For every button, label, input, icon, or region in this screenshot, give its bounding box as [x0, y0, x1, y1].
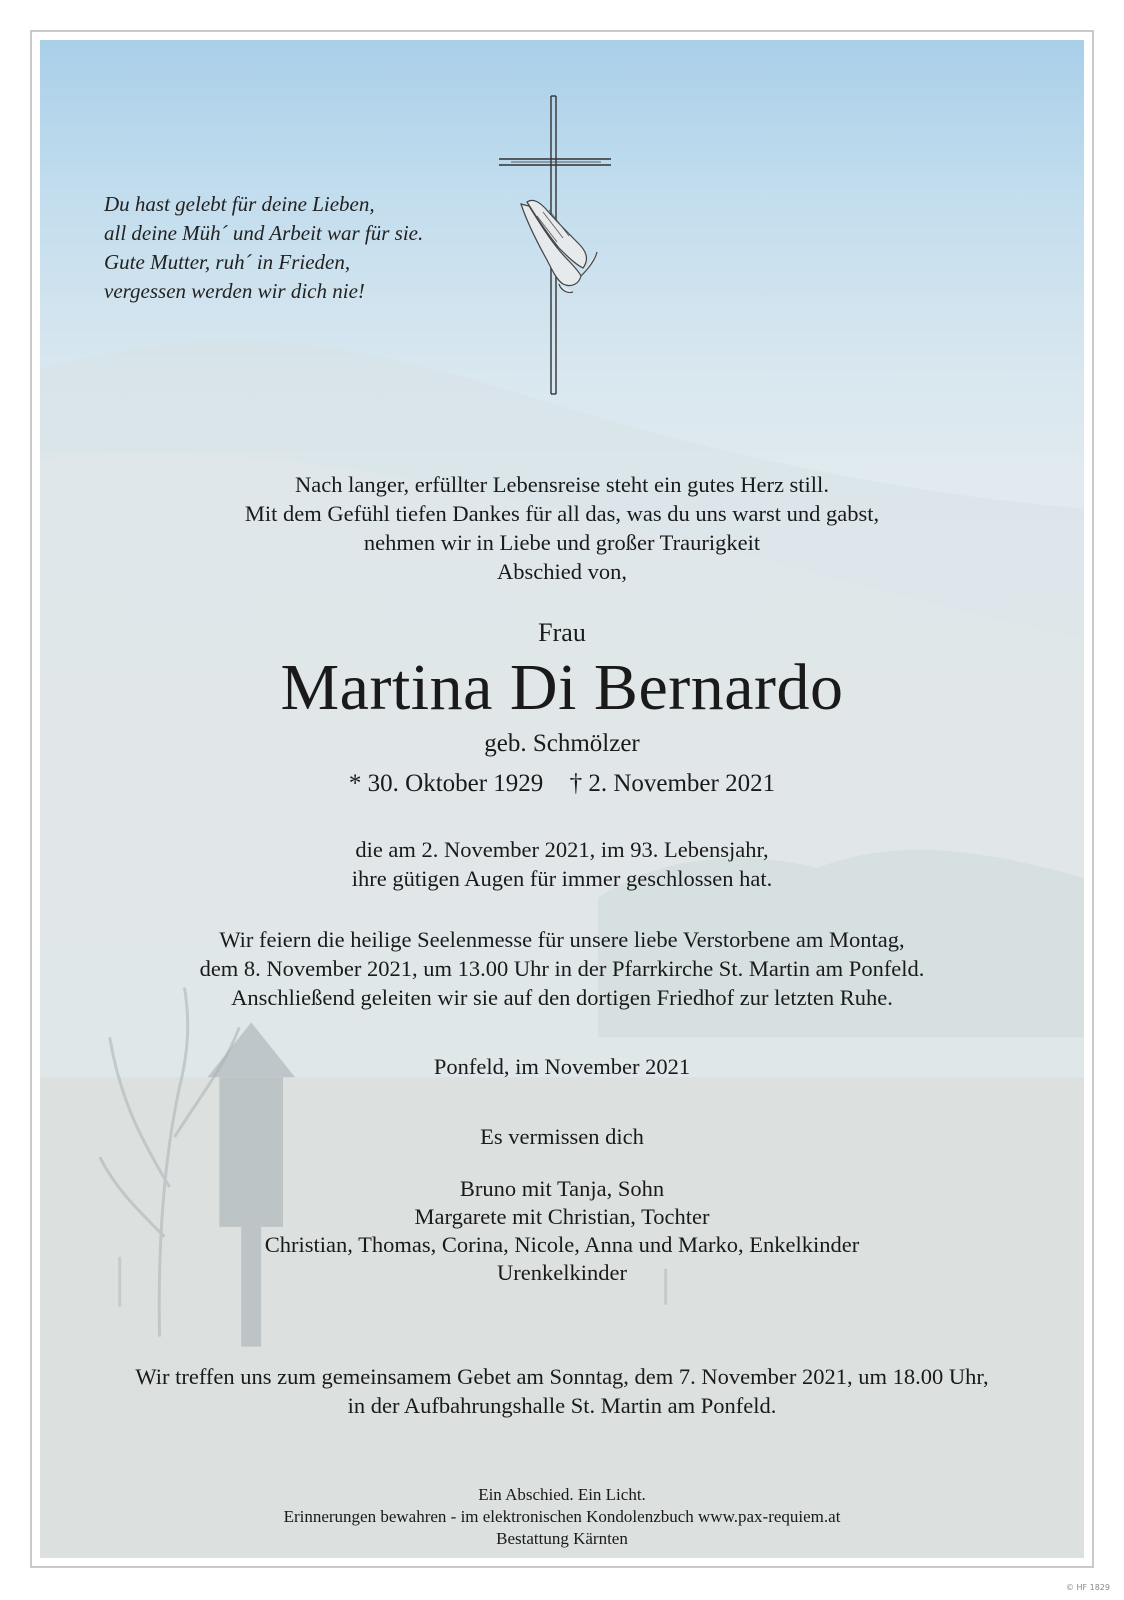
print-stamp: © HF 1829 — [1065, 1583, 1110, 1592]
prayer-line: Wir treffen uns zum gemeinsamem Gebet am Sonntag, dem 7. November 2021, um 18.00 Uhr, — [135, 1364, 989, 1389]
maiden-name: geb. Schmölzer — [484, 730, 640, 757]
mourner-line: Bruno mit Tanja, Sohn — [459, 1176, 665, 1201]
intro-text — [40, 470, 1084, 586]
cross-with-praying-hands-icon — [497, 92, 617, 397]
prayer-line: in der Aufbahrungshalle St. Martin am Ponfeld. — [347, 1393, 777, 1418]
mourners-heading: Es vermissen dich — [480, 1124, 644, 1149]
mourner-line: Christian, Thomas, Corina, Nicole, Anna und Marko, Enkelkinder — [264, 1232, 860, 1257]
funeral-text — [40, 925, 1084, 1012]
mourners-list — [40, 1175, 1084, 1287]
funeral-line: dem 8. November 2021, um 13.00 Uhr in der Pfarrkirche St. Martin am Ponfeld. — [199, 956, 925, 981]
deceased-title: Frau — [538, 618, 586, 647]
poem-line: vergessen werden wir dich nie! — [104, 279, 365, 303]
footer-line: Ein Abschied. Ein Licht. — [478, 1485, 646, 1504]
poem-line: Du hast gelebt für deine Lieben, — [104, 192, 375, 216]
place-date: Ponfeld, im November 2021 — [433, 1054, 691, 1079]
birth-date: * 30. Oktober 1929 — [348, 770, 544, 797]
deceased-name: Martina Di Bernardo — [280, 651, 844, 724]
mourner-line: Urenkelkinder — [497, 1260, 627, 1285]
prayer-text — [40, 1362, 1084, 1420]
mourner-line: Margarete mit Christian, Tochter — [414, 1204, 710, 1229]
life-dates — [40, 770, 1084, 798]
death-date: † 2. November 2021 — [569, 770, 776, 797]
notice-background — [40, 40, 1084, 1558]
footer-line: Erinnerungen bewahren - im elektronischen Kondolenzbuch www.pax-requiem.at — [283, 1507, 841, 1526]
footer — [40, 1484, 1084, 1550]
intro-line: Nach langer, erfüllter Lebensreise steht ein gutes Herz still. — [295, 472, 829, 497]
funeral-line: Wir feiern die heilige Seelenmesse für unsere liebe Verstorbene am Montag, — [219, 927, 905, 952]
poem — [104, 190, 524, 306]
notice-frame — [30, 30, 1094, 1568]
intro-line: nehmen wir in Liebe und großer Traurigkeit — [363, 530, 761, 555]
intro-line: Mit dem Gefühl tiefen Dankes für all das, was du uns warst und gabst, — [244, 501, 880, 526]
funeral-line: Anschließend geleiten wir sie auf den dortigen Friedhof zur letzten Ruhe. — [231, 985, 893, 1010]
age-line: die am 2. November 2021, im 93. Lebensjahr, — [355, 837, 769, 862]
poem-line: Gute Mutter, ruh´ in Frieden, — [104, 250, 351, 274]
footer-line: Bestattung Kärnten — [496, 1529, 628, 1548]
age-text — [40, 835, 1084, 893]
intro-line: Abschied von, — [497, 559, 627, 584]
age-line: ihre gütigen Augen für immer geschlossen hat. — [351, 866, 773, 891]
poem-line: all deine Müh´ und Arbeit war für sie. — [104, 221, 424, 245]
